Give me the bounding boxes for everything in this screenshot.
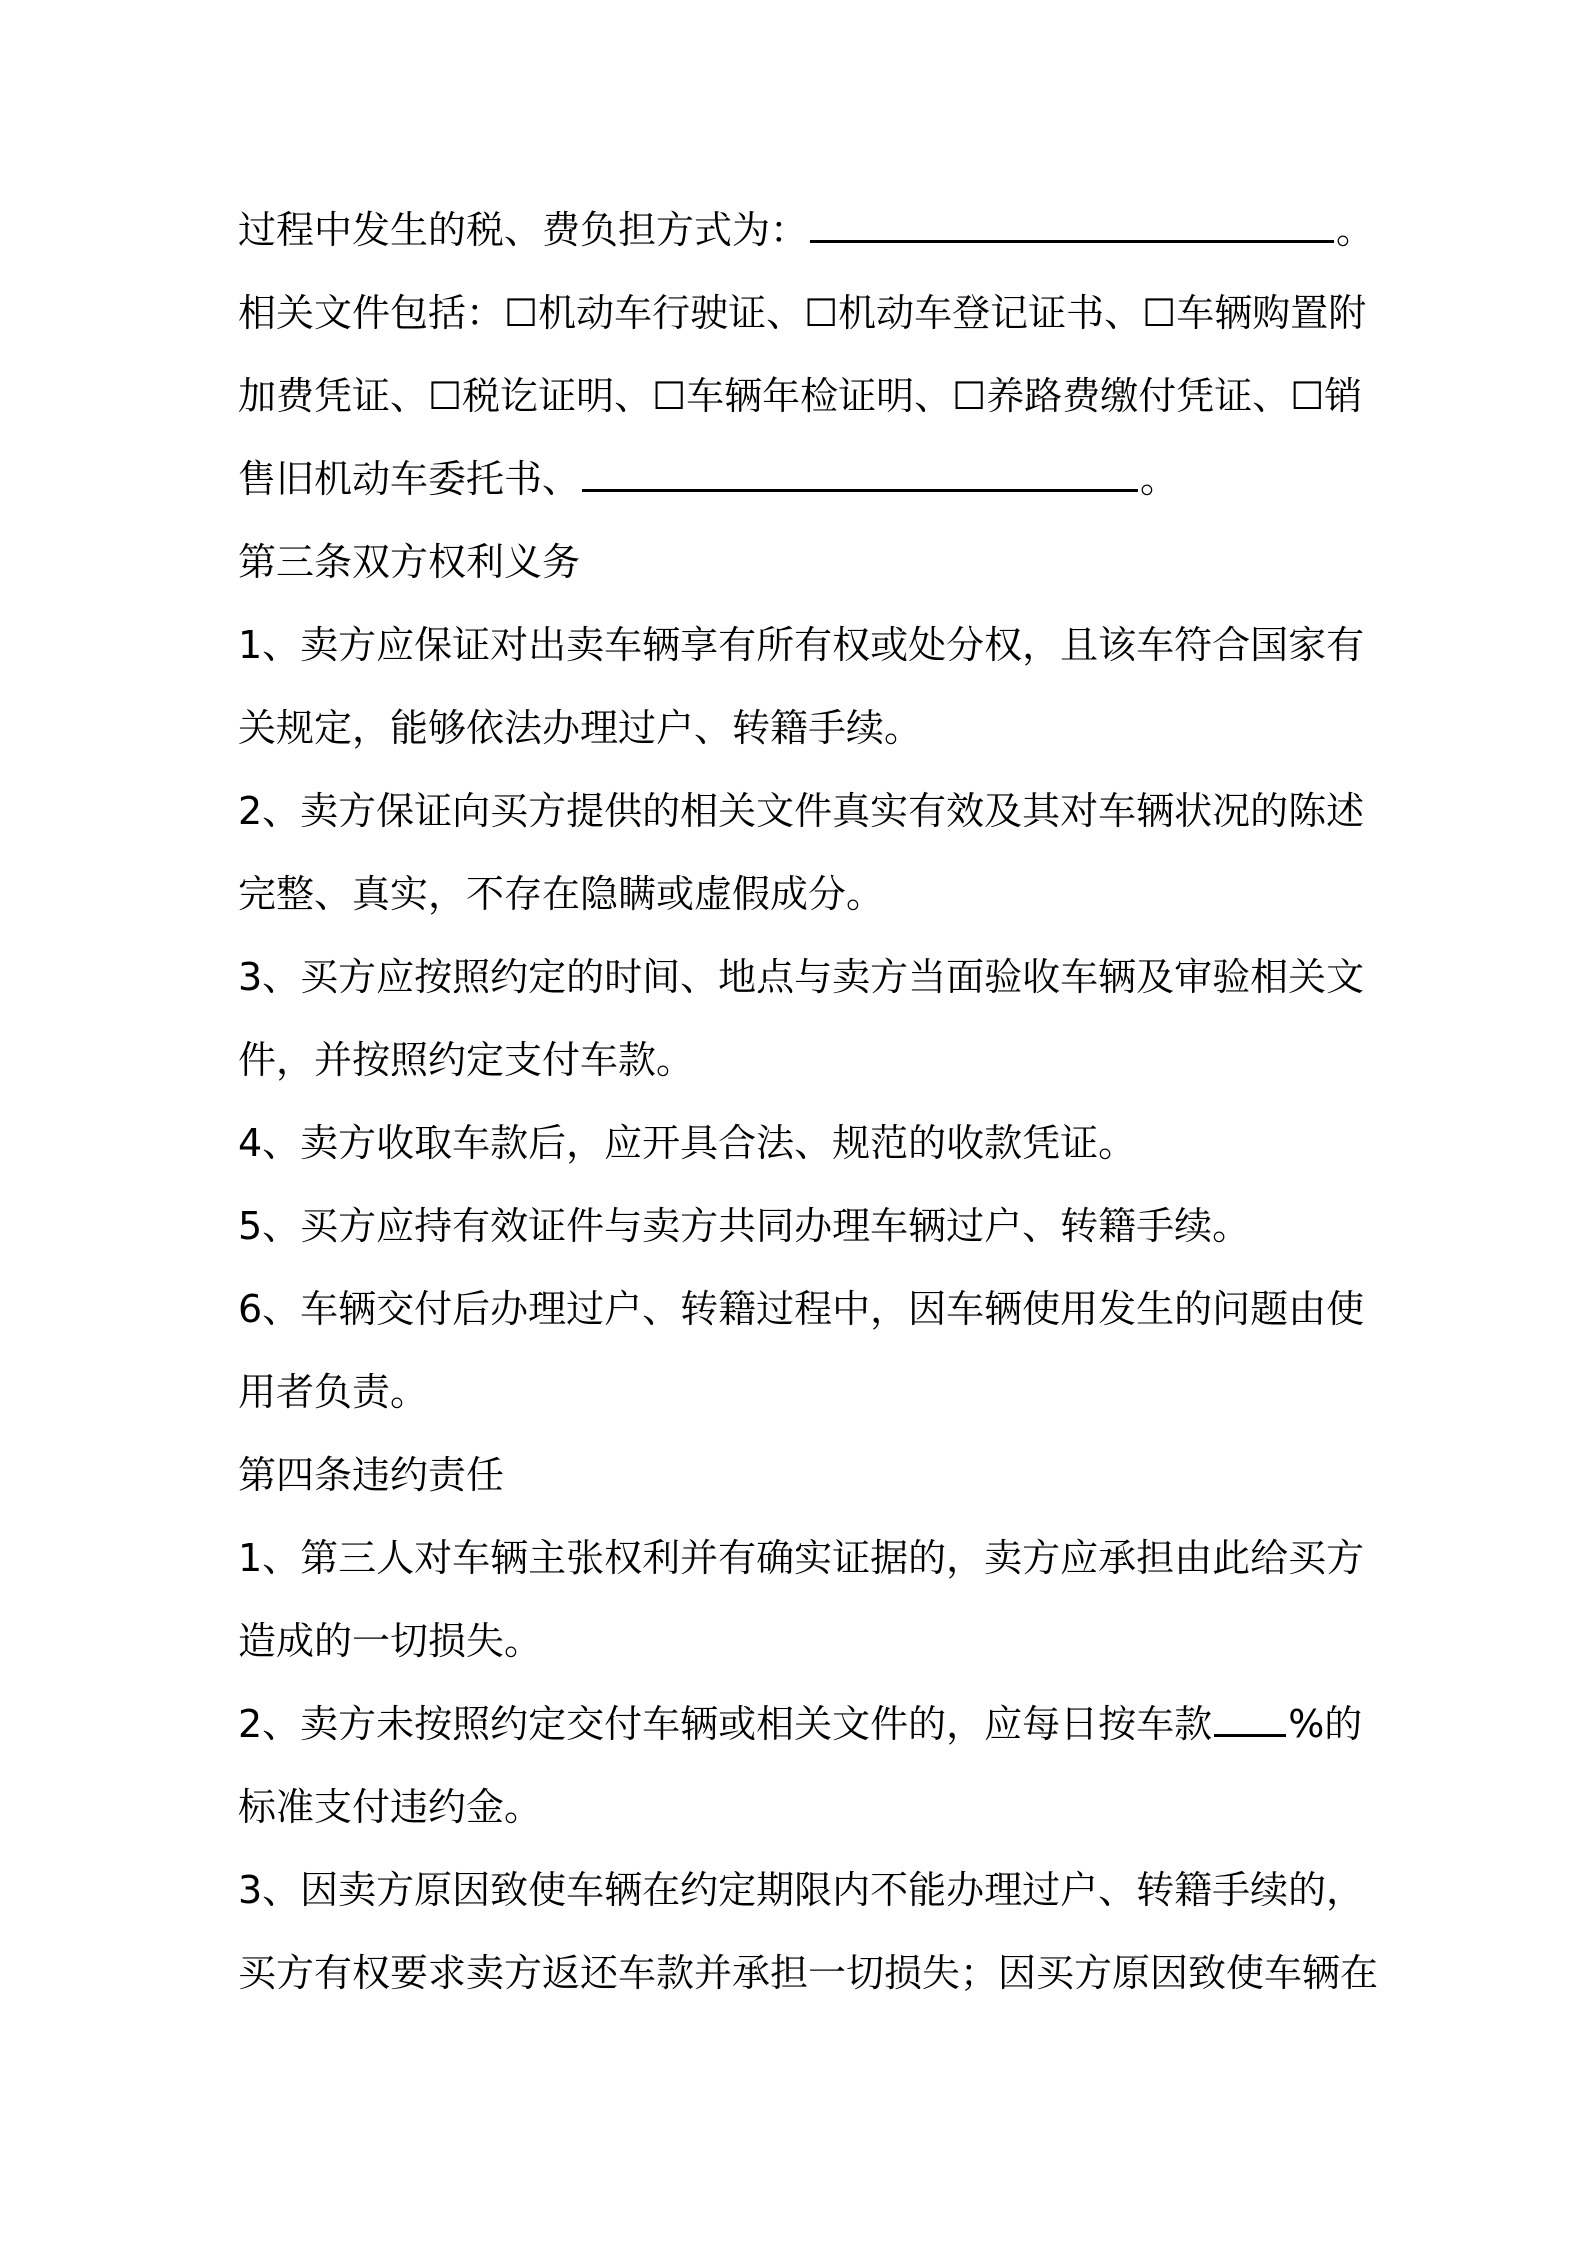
documents-line-3-text: 售旧机动车委托书、 bbox=[238, 457, 581, 501]
document-body bbox=[238, 198, 1379, 2024]
section-3-heading: 第三条双方权利义务 bbox=[238, 540, 581, 584]
clause-4-2-text: 2、卖方未按照约定交付车辆或相关文件的，应每日按车款 bbox=[238, 1702, 1213, 1746]
clause-3-6-line-2: 用者负责。 bbox=[238, 1370, 429, 1414]
clause-4-2-percent: %的 bbox=[1288, 1702, 1363, 1746]
clause-3-2-line-1: 2、卖方保证向买方提供的相关文件真实有效及其对车辆状况的陈述 bbox=[238, 789, 1365, 833]
clause-3-1-line-1: 1、卖方应保证对出卖车辆享有所有权或处分权，且该车符合国家有 bbox=[238, 623, 1365, 667]
documents-other-blank bbox=[582, 453, 1138, 492]
documents-line-2: 加费凭证、☐税讫证明、☐车辆年检证明、☐养路费缴付凭证、☐销 bbox=[238, 374, 1363, 418]
documents-line-3-end: 。 bbox=[1140, 457, 1179, 501]
documents-line-3 bbox=[238, 447, 1358, 530]
clause-3-4: 4、卖方收取车款后，应开具合法、规范的收款凭证。 bbox=[238, 1121, 1137, 1165]
section-4-heading: 第四条违约责任 bbox=[238, 1453, 505, 1497]
clause-3-3-line-2: 件，并按照约定支付车款。 bbox=[238, 1038, 695, 1082]
tax-fee-label: 过程中发生的税、费负担方式为： bbox=[238, 208, 809, 252]
clause-4-1-line-1: 1、第三人对车辆主张权利并有确实证据的，卖方应承担由此给买方 bbox=[238, 1536, 1365, 1580]
documents-line-1: 相关文件包括：☐机动车行驶证、☐机动车登记证书、☐车辆购置附 bbox=[238, 291, 1367, 335]
clause-3-6-line-1: 6、车辆交付后办理过户、转籍过程中，因车辆使用发生的问题由使 bbox=[238, 1287, 1365, 1331]
clause-4-1-line-2: 造成的一切损失。 bbox=[238, 1619, 543, 1663]
clause-3-5: 5、买方应持有效证件与卖方共同办理车辆过户、转籍手续。 bbox=[238, 1204, 1251, 1248]
clause-4-3-line-1: 3、因卖方原因致使车辆在约定期限内不能办理过户、转籍手续的， bbox=[238, 1868, 1365, 1912]
clause-4-3-line-2: 买方有权要求卖方返还车款并承担一切损失；因买方原因致使车辆在 bbox=[238, 1951, 1379, 1995]
clause-4-2-line-2: 标准支付违约金。 bbox=[238, 1785, 543, 1829]
clause-3-3-line-1: 3、买方应按照约定的时间、地点与卖方当面验收车辆及审验相关文 bbox=[238, 955, 1365, 999]
tax-fee-end: 。 bbox=[1336, 208, 1375, 252]
penalty-rate-blank bbox=[1214, 1698, 1286, 1737]
clause-4-2-line-1 bbox=[238, 1692, 1363, 1775]
tax-fee-blank bbox=[810, 204, 1334, 243]
tax-fee-line bbox=[238, 198, 1375, 281]
clause-3-2-line-2: 完整、真实，不存在隐瞒或虚假成分。 bbox=[238, 872, 885, 916]
clause-3-1-line-2: 关规定，能够依法办理过户、转籍手续。 bbox=[238, 706, 923, 750]
